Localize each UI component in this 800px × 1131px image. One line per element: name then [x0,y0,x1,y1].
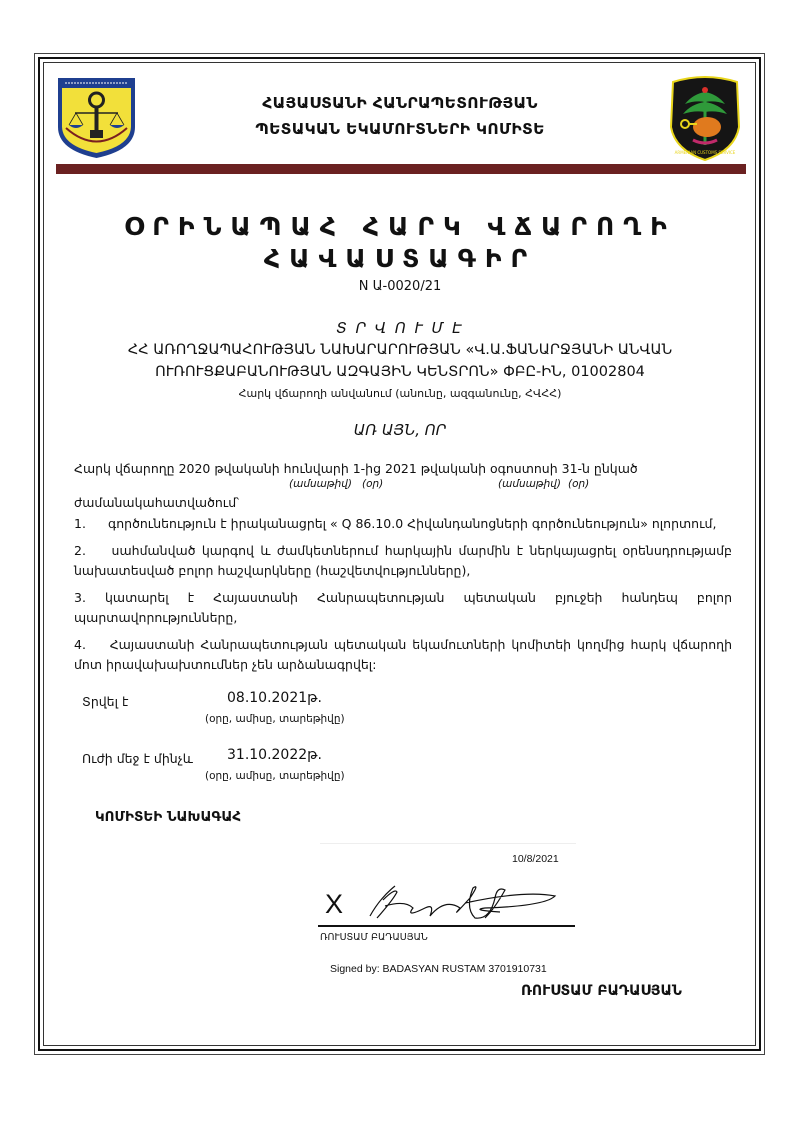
header-committee: ՊԵՏԱԿԱՆ ԵԿԱՄՈՒՏՆԵՐԻ ԿՈՄԻՏԵ [255,120,545,138]
list-item-number: 3. [74,590,86,605]
period-end-caption-day: (օր) [568,478,590,490]
certificate-number: N Ա-0020/21 [358,279,442,294]
period-end-caption-date: (ամսաթիվ) [498,478,562,490]
statement-heading: ԱՌ ԱՅՆ, ՈՐ [353,421,447,439]
signer-full-name: ՌՈՒՍՏԱՄ ԲԱԴԱՍՅԱՆ [521,983,682,999]
signature-x-mark: X [325,889,344,919]
signer-name-small: ՌՈՒՍՏԱՄ ԲԱԴԱՍՅԱՆ [320,932,428,943]
valid-until-value: 31.10.2022թ. [227,747,322,763]
header-divider-bar [56,164,746,174]
signer-position: ԿՈՄԻՏԵԻ ՆԱԽԱԳԱՀ [95,809,242,825]
organization-name-line2: ՈՒՌՈՒՑՔԱԲԱՆՈՒԹՅԱՆ ԱԶԳԱՅԻՆ ԿԵՆՏՐՈՆ» ՓԲԸ-ԻՆ, 01002804 [155,364,645,380]
issued-date-caption: (օրը, ամիսը, տարեթիվը) [205,713,345,725]
list-item-number: 2. [74,543,86,558]
handwritten-signature-icon [355,878,565,928]
list-item [74,541,732,561]
list-item-continuation: պարտավորությունները, [74,610,238,625]
armenian-customs-service-emblem-icon [665,72,745,162]
list-item [74,635,732,655]
list-item-text: Հայաստանի Հանրապետության պետական եկամուտների կոմիտեի կողմից հարկ վճարողի [109,637,732,652]
list-item: գործունեություն է իրականացրել « Q 86.10.0 Հիվանդանոցների գործունեություն» ոլորտում, [108,516,717,531]
issued-date-label: Տրվել է [82,694,129,709]
list-item-number: 4. [74,637,86,652]
organization-name-line1: ՀՀ ԱՌՈՂՋԱՊԱՀՈՒԹՅԱՆ ՆԱԽԱՐԱՐՈՒԹՅԱՆ «Վ.Ա.ՖԱՆԱՐՋՅԱՆԻ ԱՆՎԱՆ [127,342,673,358]
period-end-text: ժամանակահատվածում՝ [74,495,240,510]
list-item-text: կատարել է Հայաստանի Հանրապետության պետական բյուջեի հանդեպ բոլոր [104,590,732,605]
list-item [74,588,732,608]
list-item-continuation: մոտ իրավախախտումներ չեն արձանագրվել: [74,657,377,672]
document-title-line2: ՀԱՎԱՍՏԱԳԻՐ [263,244,537,273]
signed-by-text: Signed by: BADASYAN RUSTAM 3701910731 [330,963,547,975]
list-item-continuation: նախատեսված բոլոր հաշվարկները (հաշվետվությունները), [74,563,471,578]
taxpayer-name-caption: Հարկ վճարողի անվանում (անունը, ազգանունը, ՀՎՀՀ) [238,387,562,400]
signature-line [318,925,575,927]
list-item-text: սահմանված կարգով և ժամկետներում հարկային մարմին է ներկայացրել օրենսդրությամբ [111,543,732,558]
period-line: Հարկ վճարողը 2020 թվականի հունվարի 1-ից 2021 թվականի օգոստոսի 31-ն ընկած [74,461,638,476]
list-item-number: 1. [74,516,86,531]
period-start-caption-day: (օր) [362,478,384,490]
customs-emblem-text: ARMENIAN CUSTOMS SERVICE [674,150,736,155]
document-title: ՕՐԻՆԱՊԱՀ ՀԱՐԿ ՎՃԱՐՈՂԻ [124,212,676,241]
header-country: ՀԱՅԱՍՏԱՆԻ ՀԱՆՐԱՊԵՏՈՒԹՅԱՆ [262,94,538,112]
signature-box-top-edge [320,843,576,844]
issued-date-value: 08.10.2021թ. [227,690,322,706]
period-start-caption-date: (ամսաթիվ) [289,478,353,490]
state-revenue-committee-emblem-icon [55,75,138,160]
valid-until-caption: (օրը, ամիսը, տարեթիվը) [205,770,345,782]
signature-date: 10/8/2021 [512,853,559,865]
issued-to-label: Տ Ր Վ Ո Ւ Մ Է [336,319,464,337]
valid-until-label: Ուժի մեջ է մինչև [82,751,193,766]
